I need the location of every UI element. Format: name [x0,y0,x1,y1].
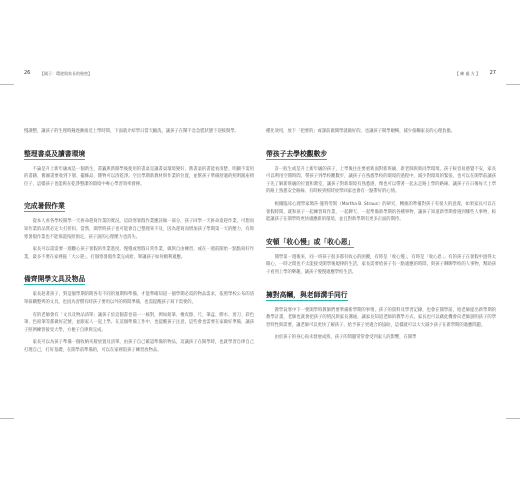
crop-mark [0,418,14,419]
running-title: 【親子：環遊與家長的秘密】 [40,70,92,76]
paragraph: 家長可以還需要一週觀心孩子暑假的作業進度，慢慢或寒假日常作業，做與自由練習，或在一週前開始一點點寫好作業，最多不要在家裡拖「大公趕」，打個寒暑假作業完成給，舉讓孩子如何順利適應。 [24,247,254,260]
page-body [24,128,254,360]
crop-mark [0,84,14,85]
running-head [24,70,254,80]
paragraph: 教學貧寒中下一要開學時教師們要準備新學期的事情，孩子的資料及學習記錄，也會在開學前，給老師提出新學期的教學計畫，老師也就會把孩子的情況與家長溝通，讓家長知道老師的教學方式，家長也可以藉此機會向老師說明孩子的學習特性與需要，讓老師可以更快了解孩子，給予孩子更適合的協助，這樣就可以大大減少孩子在新學期的適應問題。 [266,307,496,328]
paragraph: 有的老師會有「文具及物品清單」讓孩子於這個書卷前一一核對，例如鉛筆、橡皮擦、尺、筆盒、膠水、剪刀、彩色筆、色鉛筆等都做好記號，並跟家人一起上學。在這個準備工作中，也提醒孩子注意，這些會也需要在家做好準備，讓孩子照例練習接受大學，方便子自律與完成。 [24,312,254,333]
section-heading: 帶孩子去學校觀數步 [266,149,328,158]
paragraph: 許一般生或是升上新年級的孩子，上學後往往要重新面對新班級、新老師與新同學環境，孩子較容易感覺不安，家長可以利用空閒時間，帶孩子到學校觀數步，讓孩子在熟悉學校的環境的過程中，減少對環境的緊張，也可以在開學前讓孩子先了解新班級的位置和教室，讓孩子對新環境有熟悉感，像也可以帶著一起去走路上學的路線，讓孩子在日後每天上學的路上熟悉安全路線，有時候到校時放學回家也會有一點帶好的心情。 [266,166,496,195]
paragraph: 從本人看各學校開學一天拼命趕寫作業的實況，這段寒暑假作業應該做一部分，孩子回學一天拼命追趕作業，可想而知作業的品質必定大打折扣，當然，開學時孩子也可能會自己整理來不及，因為趕寫而增加孩子學期第一天的壓力，有時寒暑假作業也不能保證按照預定，孩子說的心理壓力也消失。 [24,219,254,240]
paragraph: 根據臨床心理學家瑪莎‧施特勞斯（Martha B. Straus）的研究，轉換的準備對孩子有很大的意義，如果家長可以在暑假時間，就和孩子一起練習寫作業、一起聊天、一起準備新學期的各種事物，讓孩子知道新學期會遇到哪些人事物，較能讓孩子在開學時更快適應新的環境，並且對新學期有更多正面的期待。 [266,201,496,223]
paragraph: 家長趁著孩子，對這個學期的期各有不同的預期和準備，才能準確知道一個學期必需的物品需求，依照學校公布的清單採購整齊的文具，也因為習慣有時孩子要用以外的時間準備，也需提醒孩子寫下需要的。 [24,292,254,305]
left-page [24,70,254,465]
section-heading: 擁對高幗，與老師溝手同行 [266,290,348,299]
section-heading: 安頓「收心慢」或「收心恩」 [266,237,355,246]
crop-mark [506,418,520,419]
running-head [266,70,496,80]
paragraph: 開學第一週後來，同一班孩子很多都有收心的困擾，有時是「收心慢」，有時是「收心恩」。有的孩子在暑假中過得太開心，一時之間也不太能接受開學後規律的生活，家長需要給孩子有一點適應的時間，與孩子聊聊學校的人事物，幫助孩子看到上學的樂趣，讓孩子慢慢適應學校生活。 [266,254,496,275]
section-heading: 完成暑假作業 [24,202,65,211]
paragraph: 由於孩子的身心尚未發展成熟，孩子的問題常常會受到家人的影響，在開學 [274,335,417,341]
running-title: 【 練 處 方 】 [454,70,480,76]
page-number: 26 [24,70,31,76]
paragraph: 慢調整，讓孩子的生理時鐘逐漸接近上學時間，下面就介紹學日當天顧洗，讓孩子在鬧不急急慌狀態下迎接開學。 [24,129,239,134]
paragraph: 種化效用，放下「把要的」或課前做開學就做好的。也讓孩子開學順暢，減少接觸家長的心理負擔。 [266,129,456,134]
right-page [266,70,496,465]
paragraph: 不論是升上新年級或是一個新生，書籤與新開學後使用的書桌是讓書桌環境變好，舊書桌的書能看清楚、明顯不需用的書籍、舊圖書要收到下層、擺飾品、雜物可以清乾淨。空出學期新教材與作業的位置，並幫孩子準備舒適的照明跟座椅位子，這樣孩子也能夠在乾淨整潔的環境中專心學習效率發揮。 [24,166,254,187]
crop-mark [506,84,520,85]
section-heading: 備齊開學文具及物品 [24,275,86,284]
page-body [266,128,496,347]
page-number: 27 [489,70,496,76]
paragraph: 家長可以為孩子準備一個收納夾層放置及清單，由孩子自己確認準備的物品，這讓孩子在開學時，也就學習自律自己打理自己，打好基礎，在開學前準備的，可以在家裡陪孩子練習放物品。 [24,340,254,353]
section-heading: 整理書桌及讀書環境 [24,149,86,158]
